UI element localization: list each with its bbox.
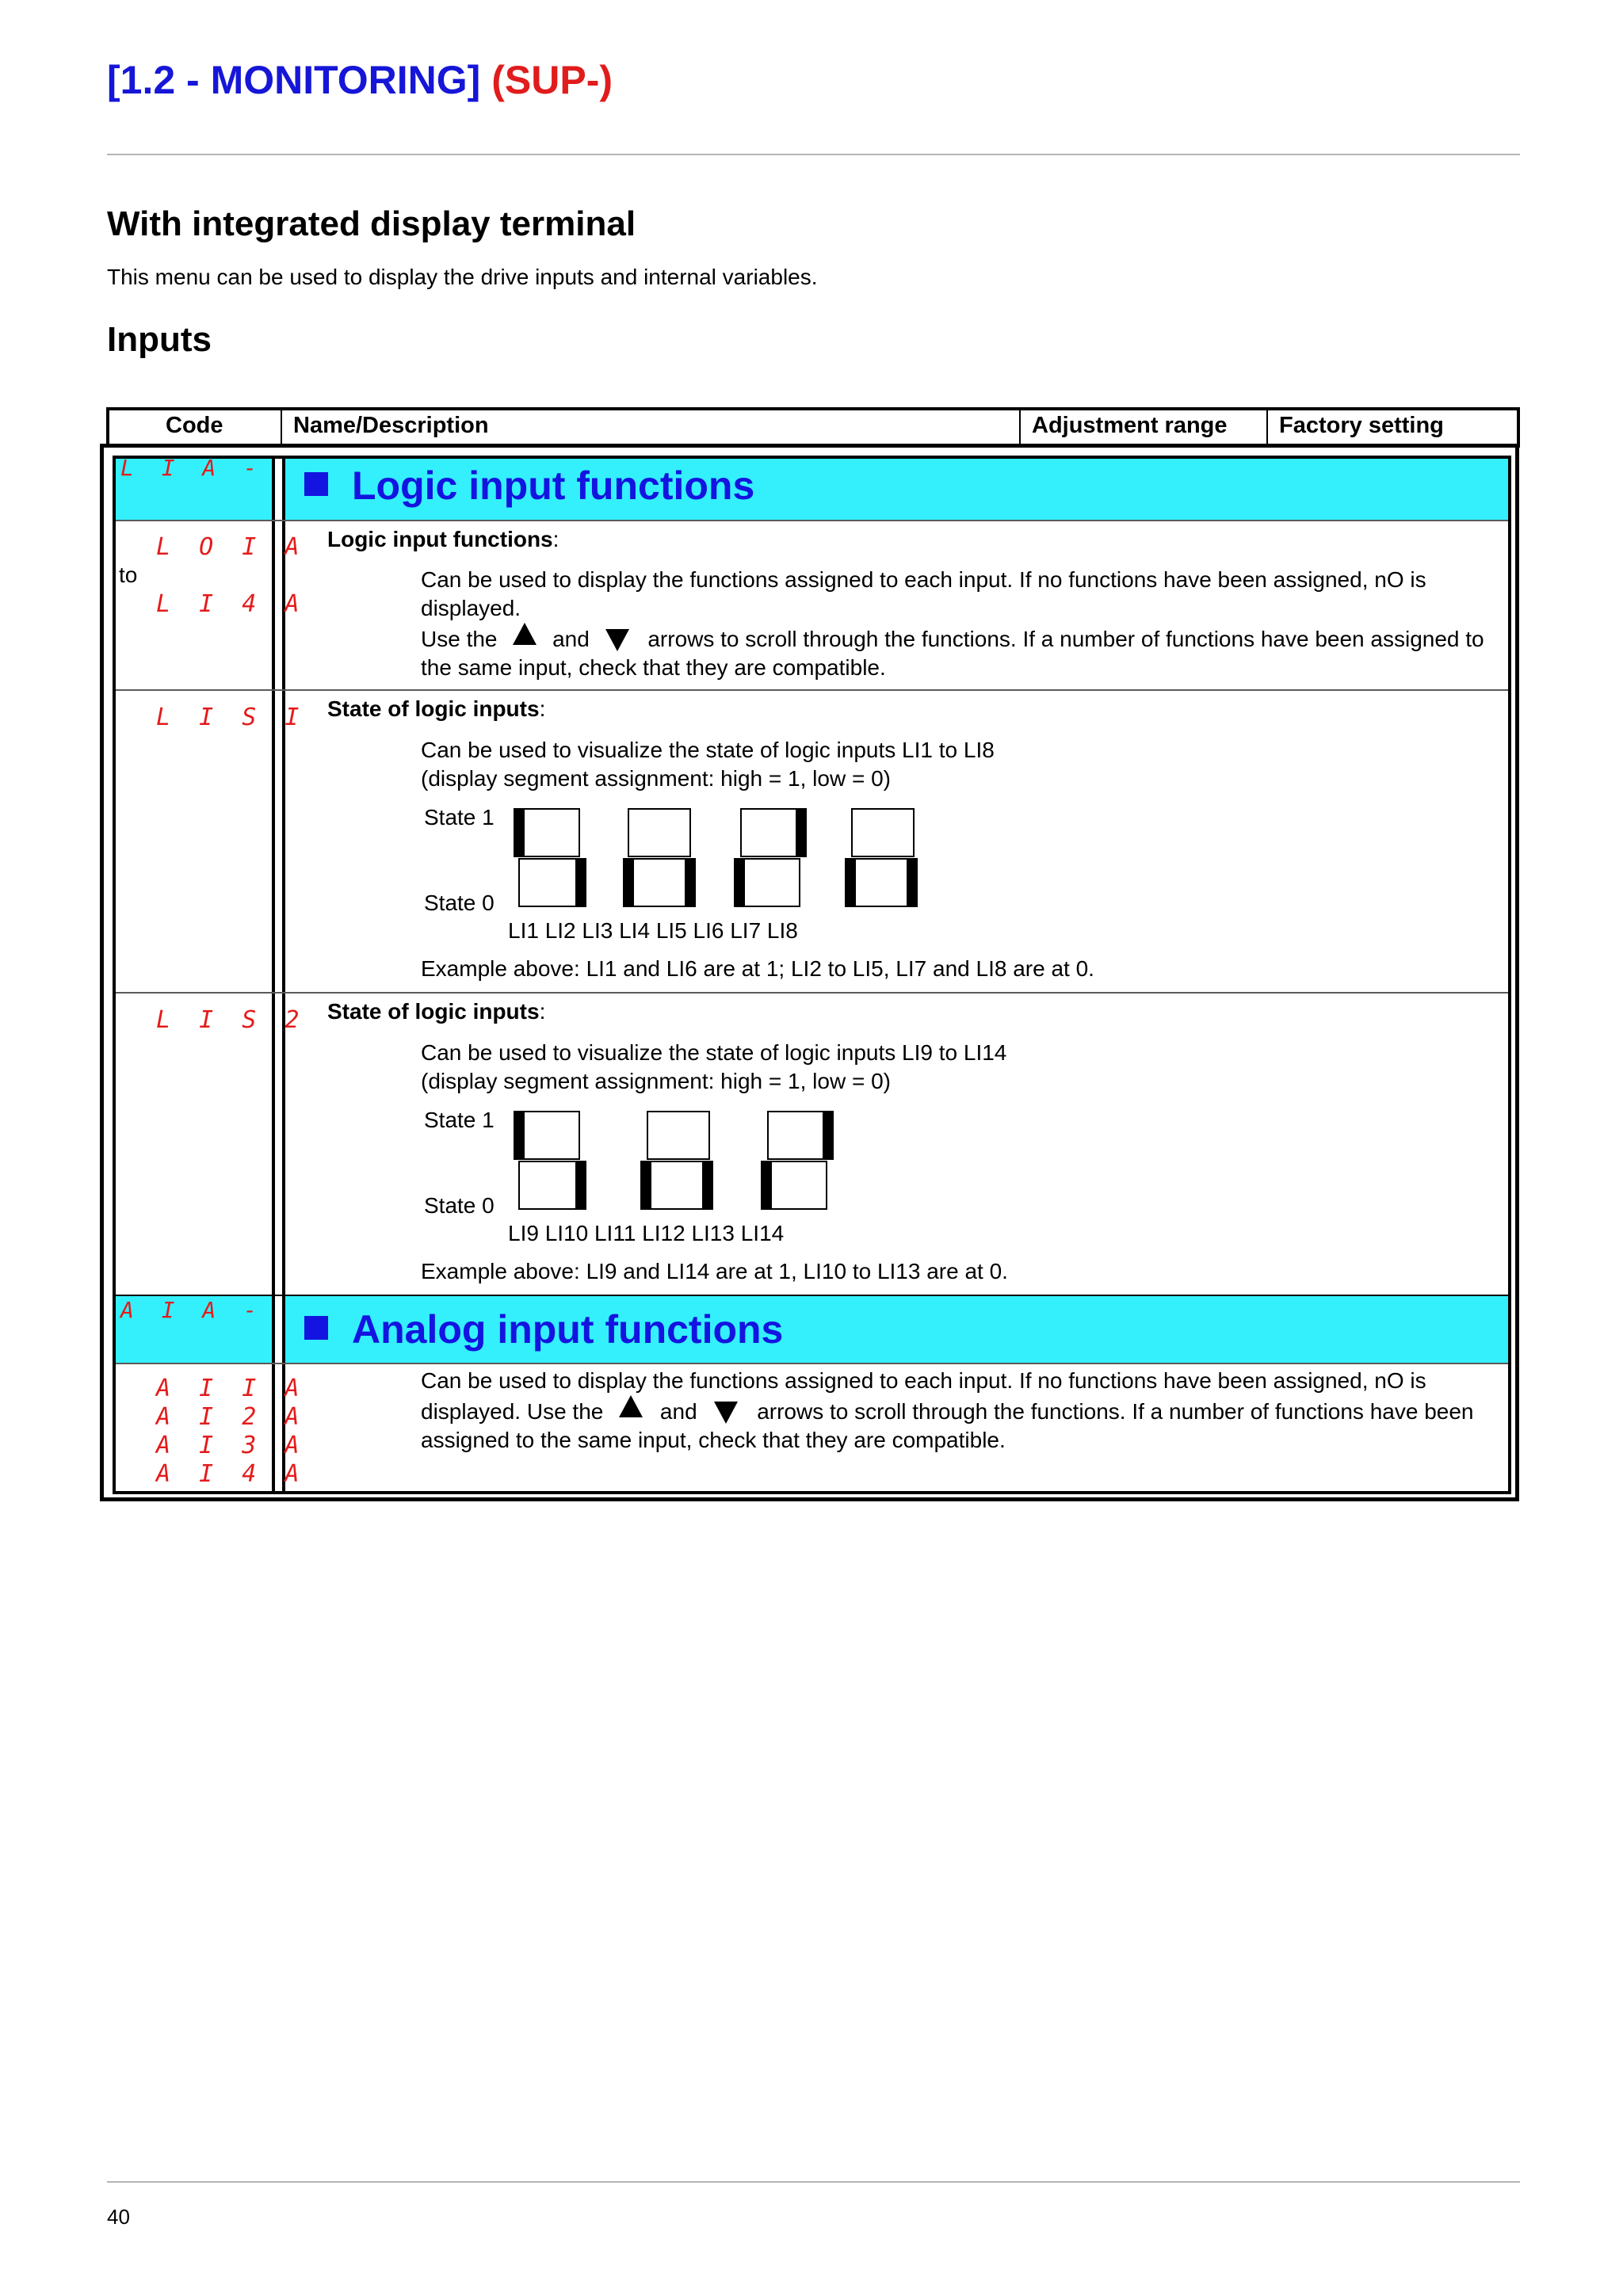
param-label-text: State of logic inputs — [327, 999, 540, 1024]
segment-li3-low — [623, 858, 634, 907]
segment-display-li9-li14 — [514, 1111, 831, 1214]
header-code: Code — [166, 413, 223, 438]
segment-li11-low — [640, 1161, 651, 1210]
state1-label: State 1 — [424, 1108, 495, 1132]
param-label-text: Logic input functions — [327, 527, 553, 551]
param-code: L I S 2 — [156, 1006, 307, 1034]
intro-text: This menu can be used to display the drive inputs and internal variables. — [107, 265, 818, 289]
segment-li4-low — [685, 858, 696, 907]
state0-label: State 0 — [424, 1193, 495, 1218]
segment-li13-low — [761, 1161, 772, 1210]
segment-top — [740, 808, 804, 857]
analog-text-a: Can be used to display the functions assigned to each input. If no functions have been assigned, nO is displayed. Use the — [421, 1368, 1426, 1424]
param-label — [327, 695, 545, 723]
segment-bottom — [518, 858, 582, 907]
param-code: A I 4 A — [156, 1460, 307, 1488]
param-code: L I 4 A — [156, 590, 307, 618]
analog-description — [421, 1367, 1503, 1455]
row-divider — [116, 689, 1508, 691]
section-heading: With integrated display terminal — [107, 204, 636, 243]
header-factory: Factory setting — [1279, 413, 1444, 438]
segment-bottom — [626, 858, 689, 907]
menu-code: L I A - — [120, 455, 265, 481]
logic-section-label: Logic input functions — [352, 463, 755, 508]
segment-top — [851, 808, 915, 857]
segment-assignment: (display segment assignment: high = 1, low = 0) — [421, 1069, 891, 1093]
page-number: 40 — [107, 2205, 130, 2229]
param-label-colon: : — [539, 999, 546, 1024]
param-code: A I I A — [156, 1375, 307, 1402]
segment-top — [628, 808, 691, 857]
state-description: Can be used to visualize the state of logic inputs LI9 to LI14 — [421, 1040, 1007, 1065]
segment-li2-low — [575, 858, 586, 907]
param-label-colon: : — [539, 696, 546, 721]
header-divider — [1019, 410, 1021, 445]
analog-text-b: arrows to scroll through the functions. If a number of functions have been assigned to the same input, check that they are compatible. — [421, 1399, 1474, 1452]
param-code: L I S I — [156, 704, 307, 731]
header-divider — [281, 410, 282, 445]
menu-code: A I A - — [120, 1297, 265, 1323]
segment-labels: LI1 LI2 LI3 LI4 LI5 LI6 LI7 LI8 — [508, 918, 798, 943]
param-label — [327, 525, 559, 554]
logic-section-title — [304, 463, 754, 509]
param-label — [327, 997, 545, 1026]
top-rule — [107, 154, 1520, 155]
param-code: L O I A — [156, 533, 307, 561]
param-label-colon: : — [552, 527, 559, 551]
param-code: A I 3 A — [156, 1432, 307, 1459]
segment-top — [647, 1111, 710, 1160]
segment-li8-low — [907, 858, 918, 907]
usage-and: and — [552, 627, 590, 651]
state1-label: State 1 — [424, 805, 495, 830]
state-example: Example above: LI9 and LI14 are at 1, LI10 to LI13 are at 0. — [421, 1259, 1008, 1283]
header-divider — [1266, 410, 1268, 445]
title-menu-code: (SUP-) — [491, 58, 613, 102]
segment-bottom — [764, 1161, 827, 1210]
row-divider — [116, 520, 1508, 521]
param-code: A I 2 A — [156, 1403, 307, 1431]
state0-label: State 0 — [424, 891, 495, 915]
state-example: Example above: LI1 and LI6 are at 1; LI2 to LI5, LI7 and LI8 are at 0. — [421, 956, 1094, 981]
segment-li14-high — [823, 1111, 834, 1160]
segment-display-li1-li8 — [514, 808, 926, 911]
title-main: [1.2 - MONITORING] — [107, 58, 481, 102]
page-title — [107, 57, 613, 103]
param-usage — [421, 623, 1503, 682]
row-divider — [116, 992, 1508, 994]
segment-bottom — [643, 1161, 707, 1210]
segment-labels: LI9 LI10 LI11 LI12 LI13 LI14 — [508, 1221, 785, 1245]
analog-and: and — [659, 1399, 697, 1424]
inputs-heading: Inputs — [107, 320, 212, 359]
square-bullet-icon — [304, 472, 328, 496]
segment-top — [517, 808, 580, 857]
segment-li6-high — [796, 808, 807, 857]
analog-section-title — [304, 1306, 783, 1352]
header-name: Name/Description — [293, 413, 489, 438]
segment-li5-low — [734, 858, 745, 907]
analog-section-label: Analog input functions — [352, 1307, 784, 1352]
segment-li1-high — [514, 808, 525, 857]
param-description: Can be used to display the functions assigned to each input. If no functions have been assigned, nO is displayed. — [421, 567, 1426, 620]
square-bullet-icon — [304, 1316, 328, 1340]
header-range: Adjustment range — [1032, 413, 1228, 438]
segment-bottom — [737, 858, 800, 907]
segment-li12-low — [702, 1161, 713, 1210]
segment-top — [517, 1111, 580, 1160]
segment-top — [767, 1111, 831, 1160]
segment-li7-low — [845, 858, 856, 907]
segment-li9-high — [514, 1111, 525, 1160]
segment-li10-low — [575, 1161, 586, 1210]
usage-lead: Use the — [421, 627, 498, 651]
param-label-text: State of logic inputs — [327, 696, 540, 721]
arrow-down-icon — [714, 1402, 738, 1424]
state-description: Can be used to visualize the state of logic inputs LI1 to LI8 — [421, 738, 995, 762]
usage-rest: arrows to scroll through the functions. If a number of functions have been assigned to the same input, check that they are compatible. — [421, 627, 1484, 680]
segment-assignment: (display segment assignment: high = 1, low = 0) — [421, 766, 891, 791]
segment-bottom — [848, 858, 911, 907]
arrow-up-icon — [513, 623, 537, 645]
arrow-up-icon — [619, 1395, 643, 1417]
range-word: to — [119, 563, 138, 587]
row-divider — [116, 1363, 1508, 1364]
bottom-rule — [107, 2181, 1520, 2183]
segment-bottom — [518, 1161, 582, 1210]
arrow-down-icon — [605, 629, 629, 651]
